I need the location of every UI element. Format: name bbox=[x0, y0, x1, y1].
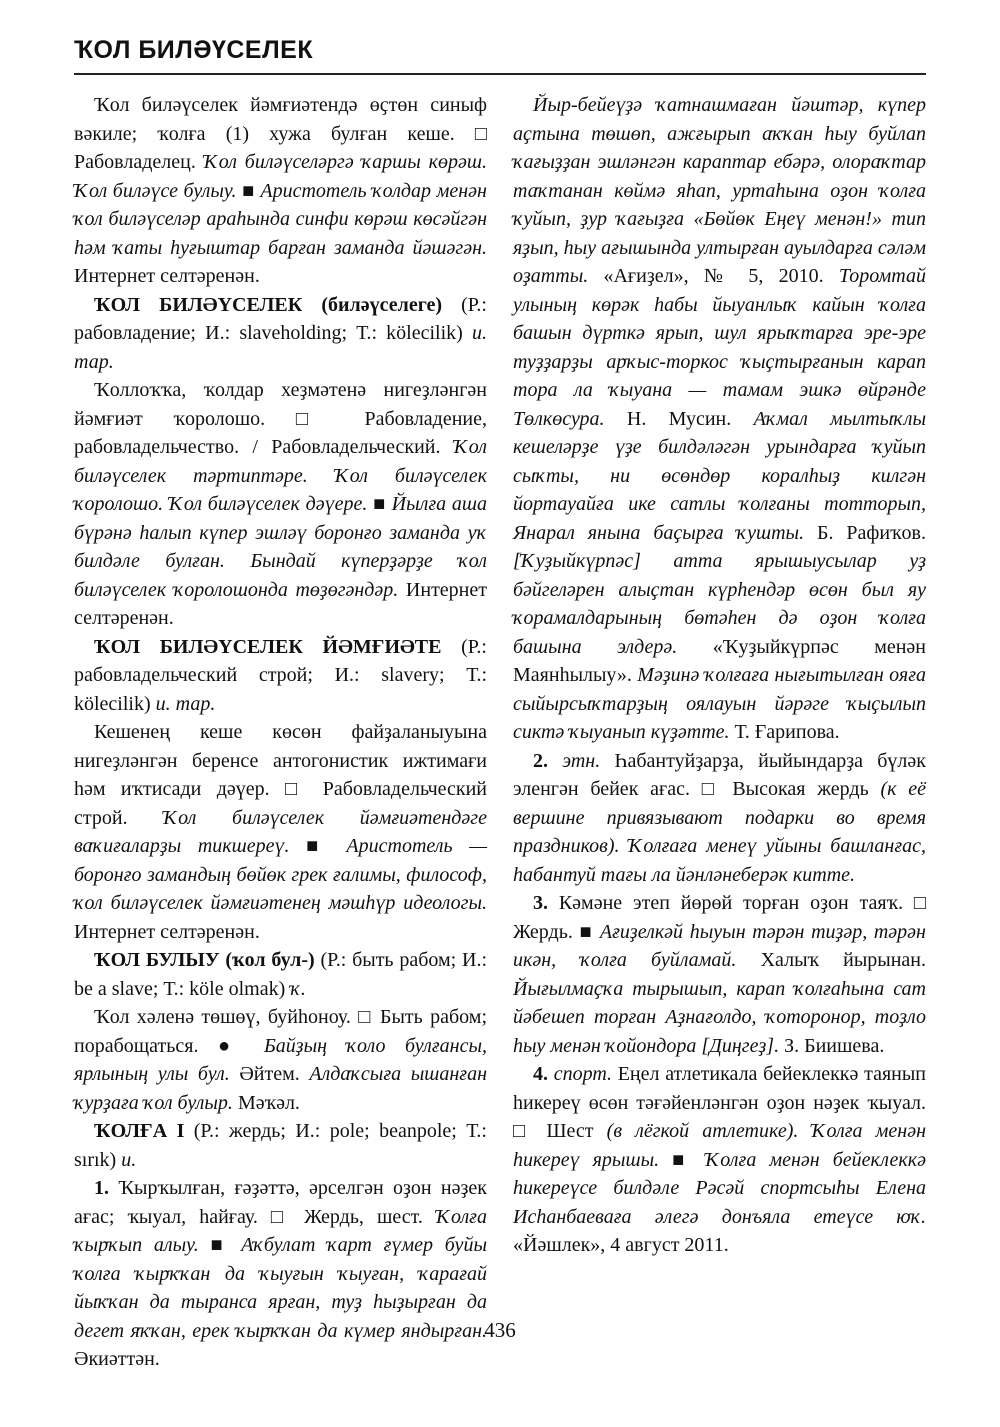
text-run: ■ bbox=[198, 1234, 242, 1256]
text-run: □ Жердь, шест. bbox=[270, 1205, 436, 1228]
headword: 3. bbox=[533, 892, 548, 914]
italic-text: Ҡол биләүселек йәмғиәтендәге ваҡиғаларҙы тикшереү. bbox=[74, 806, 487, 857]
text-run: «Йәшлек», 4 август 2011. bbox=[513, 1234, 729, 1256]
text-run: □ Шест bbox=[513, 1120, 607, 1142]
italic-text: (в лёгкой атлетике). Ҡолға менән һикереү ярышы. bbox=[513, 1120, 927, 1171]
dictionary-paragraph bbox=[513, 889, 926, 1060]
italic-text: Аристотель ҡолдар менән ҡол биләүселәр араһында синфи көрәш көсәйгән һәм ҡаты һуғыштар барған заманда йәшәгән. bbox=[74, 179, 487, 259]
italic-text: Аҡмал мылтыҡлы кешеләрҙе үҙе билдәләгән урындарға ҡуйып сыҡты, ни өсөндөр коралһыҙ килгән йортауайға ике сатлы ҡолғаны тотторып, Янарал янына баҫырға ҡушты. bbox=[513, 407, 927, 544]
text-run: □ Рабовладелец. bbox=[74, 122, 487, 173]
italic-text: Йылға аша бүрәнә һалып күпер эшләү боронғо заманда уҡ билдәле булған. Бындай күперҙәрҙе ҡол биләүселек ҡоролошонда төҙөгәндәр. bbox=[74, 493, 487, 601]
text-run: Һабантуйҙарҙа, йыйындарҙа бүләк эленгән бейек ағас. bbox=[513, 749, 927, 800]
italic-text: ҡ. bbox=[290, 977, 306, 1000]
italic-text: и. тар. bbox=[74, 322, 487, 373]
text-run: (Р.: жердь; И.: pole; beanpole; Т.: sırık) bbox=[74, 1120, 487, 1171]
italic-text: Йыр-бейеүҙә ҡатнашмаған йәштәр, күпер аҫтына төшөп, ажғырып аҡҡан һыу буйлап ҡағыҙҙан эшләнгән караптар ебәрә, олораҡтар таҡтанан көймә яһап, уртаһына оҙон ҡолға ҡуйып, ҙур ҡағыҙға «Бөйөк Еңеү менән!» тип яҙып, һыу ағышында ултырған ауылдарға сәләм оҙатты. bbox=[513, 94, 926, 287]
page-number: 436 bbox=[484, 1318, 516, 1342]
text-run: «Ҡуҙыйкүрпәс менән Маянһылыу». bbox=[513, 635, 927, 686]
italic-text: [Ҡуҙыйкүрпәс] атта ярышыусылар уҙ бәйгеләрен алыҫтан күрһендәр өсөн был яу ҡорамалдарының бөтәһен дә оҙон ҡолға башына элдерә. bbox=[513, 550, 926, 658]
headword: 1. bbox=[94, 1177, 109, 1199]
text-run: Интернет селтәренән. bbox=[74, 920, 260, 943]
text-run: □ Жердь. bbox=[513, 892, 926, 943]
text-run: (Р.: рабовладение; И.: slaveholding; Т.: kölecilik) bbox=[74, 293, 487, 344]
text-run: З. Биишева. bbox=[779, 1034, 885, 1057]
italic-text: Ҡолға ҡырҡып алыу. bbox=[74, 1205, 487, 1256]
italic-text: Байҙың ҡоло булғансы, ярлының улы бул. bbox=[74, 1034, 487, 1085]
text-run: (Р.: рабовладельческий строй; И.: slavery; Т.: kölecilik) bbox=[74, 635, 487, 715]
text-run: Ҡоллоҡҡа, ҡолдар хеҙмәтенә нигеҙләнгән йәмғиәт ҡоролошо. bbox=[74, 379, 487, 430]
text-run: □ Рабовладение, рабовладельчество. / Рабовладельческий. bbox=[74, 407, 487, 458]
dictionary-paragraph bbox=[513, 1060, 926, 1260]
text-run: Т. Ғарипова. bbox=[729, 721, 840, 743]
italic-text: Аҡбулат ҡарт ғүмер буйы ҡолға ҡырҡҡан да ҡыуғын ҡыуған, ҡарағай йыҡҡан да тыранса ярған, туҙ һыҙырған да дегет яҡҡан, ерек ҡырҡҡан да күмер яндырған. bbox=[74, 1234, 487, 1342]
italic-text: Ҡолға менән бейеклеккә һикереүсе билдәле Рәсәй спортсыһы Елена Исһанбаеваға әлегә донъяла етеүсе юҡ. bbox=[513, 1148, 926, 1228]
header-rule bbox=[74, 73, 926, 75]
dictionary-paragraph bbox=[74, 633, 487, 719]
text-run: Ҡырҡылған, ғәҙәттә, әрселгән оҙон нәҙек ағас; ҡыуал, һайғау. bbox=[74, 1177, 487, 1228]
text-run: Кәмәне этеп йөрөй торған оҙон таяҡ. bbox=[548, 892, 914, 914]
italic-text: Ҡол биләүселәргә ҡаршы көрәш. Ҡол биләүсе булыу. bbox=[74, 151, 487, 202]
italic-text: Аристотель — боронғо замандың бөйөк грек ғалимы, философ, ҡол биләүселек йәмғиәтенең мәшһүр идеологы. bbox=[74, 835, 488, 914]
text-run: Ҡол хәленә төшөү, буйһоноу. bbox=[94, 1006, 359, 1028]
dictionary-paragraph bbox=[74, 1174, 487, 1374]
text-run: Әкиәттән. bbox=[74, 1348, 160, 1370]
left-column bbox=[74, 91, 487, 1374]
text-run: Мәҡәл. bbox=[232, 1091, 300, 1114]
dictionary-paragraph bbox=[74, 91, 487, 291]
dictionary-paragraph bbox=[74, 1117, 487, 1174]
headword: 2. bbox=[533, 749, 563, 772]
italic-text: и. тар. bbox=[155, 692, 216, 715]
italic-text: Ҡол биләүселек тәртиптәре. Ҡол биләүселек ҡоролошо. Ҡол биләүселек дәүере. bbox=[74, 436, 487, 515]
dictionary-paragraph bbox=[513, 91, 926, 747]
running-head: ҠОЛ БИЛӘҮСЕЛЕК bbox=[74, 36, 314, 64]
headword: ҠОЛҒА I bbox=[94, 1120, 185, 1142]
text-run: «Ағиҙел», № 5, 2010. bbox=[588, 265, 839, 287]
italic-text: и. bbox=[121, 1148, 137, 1171]
dictionary-paragraph bbox=[513, 747, 926, 890]
text-run: □ Быть рабом; порабощаться. bbox=[74, 1006, 487, 1057]
text-run: □ Высокая жердь bbox=[701, 778, 881, 800]
italic-text: (к её вершине привязывают подарки во время праздников). Ҡолғаға менеү уйыны башланғас, һабантуй тағы ла йәнләнеберәк китте. bbox=[513, 778, 926, 886]
text-run: Әйтем. bbox=[229, 1063, 310, 1085]
headword: ҠОЛ БИЛӘҮСЕЛЕК ЙӘМҒИӘТЕ bbox=[94, 635, 442, 658]
text-run: Н. Мусин. bbox=[604, 407, 754, 430]
text-run: □ Рабовладельческий строй. bbox=[74, 778, 488, 829]
dictionary-paragraph bbox=[74, 376, 487, 633]
text-run: Интернет селтәренән. bbox=[74, 578, 488, 629]
headword: ҠОЛ БИЛӘҮСЕЛЕК (биләүселеге) bbox=[94, 293, 443, 316]
italic-text: этн. bbox=[562, 749, 601, 772]
text-run: (Р.: быть рабом; И.: be a slave; Т.: köle olmak) bbox=[74, 949, 487, 1000]
text-run: ● bbox=[217, 1034, 264, 1057]
text-run: Интернет селтәренән. bbox=[74, 265, 260, 287]
text-run: Халыҡ йырынан. bbox=[736, 949, 926, 971]
italic-text: Торомтай улының көрәк һабы йыуанлыҡ кайын ҡолға башын дүрткә ярып, шул ярыҡтарға эре-эре туҙҙарҙы арҡыс-торкос ҡыҫтырғанын карап тора ла ҡыуана — тамам эшкә өйрәнде Төлкөсура. bbox=[513, 265, 926, 430]
dictionary-paragraph bbox=[74, 291, 487, 377]
headword: ҠОЛ БУЛЫУ (ҡол бул-) bbox=[94, 949, 315, 971]
text-run: Еңел атлетикала бейеклеккә таянып һикереү өсөн тәғәйенләнгән оҙон нәҙек ҡыуал. bbox=[513, 1063, 926, 1114]
italic-text: Алдаҡсыға ышанған ҡурҙаға ҡол булыр. bbox=[74, 1063, 488, 1114]
italic-text: спорт. bbox=[553, 1063, 613, 1085]
italic-text: Мәҙинә ҡолғаға нығытылған ояға сыйырсыҡтарҙың оялауын йәрәге ҡыҫылып сиктә ҡыуанып күҙәтте. bbox=[513, 664, 926, 743]
text-run: ■ bbox=[289, 835, 347, 857]
text-run: ■ bbox=[579, 920, 600, 943]
italic-text: Ағиҙелкәй һыуын тәрән тиҙәр, тәрән икән, ҡолға буйламай. bbox=[513, 920, 926, 971]
italic-text: Йығылмаҫҡа тырышып, карап ҡолғаһына сат йәбешеп торған Аҙнағолдо, ҡоторонор, тоҙло һыу менән ҡойондора [Диңгеҙ]. bbox=[513, 977, 926, 1057]
headword: 4. bbox=[533, 1063, 554, 1085]
right-column bbox=[513, 91, 926, 1260]
dictionary-paragraph bbox=[74, 718, 487, 946]
text-run: ■ bbox=[367, 493, 392, 515]
dictionary-paragraph bbox=[74, 1003, 487, 1117]
text-run: Кешенең кеше көсөн файҙаланыуына нигеҙләнгән беренсе антогонистик ижтимағи һәм иҡтисади дәүер. bbox=[74, 721, 487, 800]
dictionary-paragraph bbox=[74, 946, 487, 1003]
text-run: Ҡол биләүселек йәмғиәтендә өҫтөн синыф вәкиле; ҡолға (1) хужа булған кеше. bbox=[74, 94, 487, 145]
text-run: Б. Рафиҡов. bbox=[804, 521, 927, 544]
text-run: ■ bbox=[236, 179, 261, 202]
text-run: ■ bbox=[659, 1148, 706, 1171]
